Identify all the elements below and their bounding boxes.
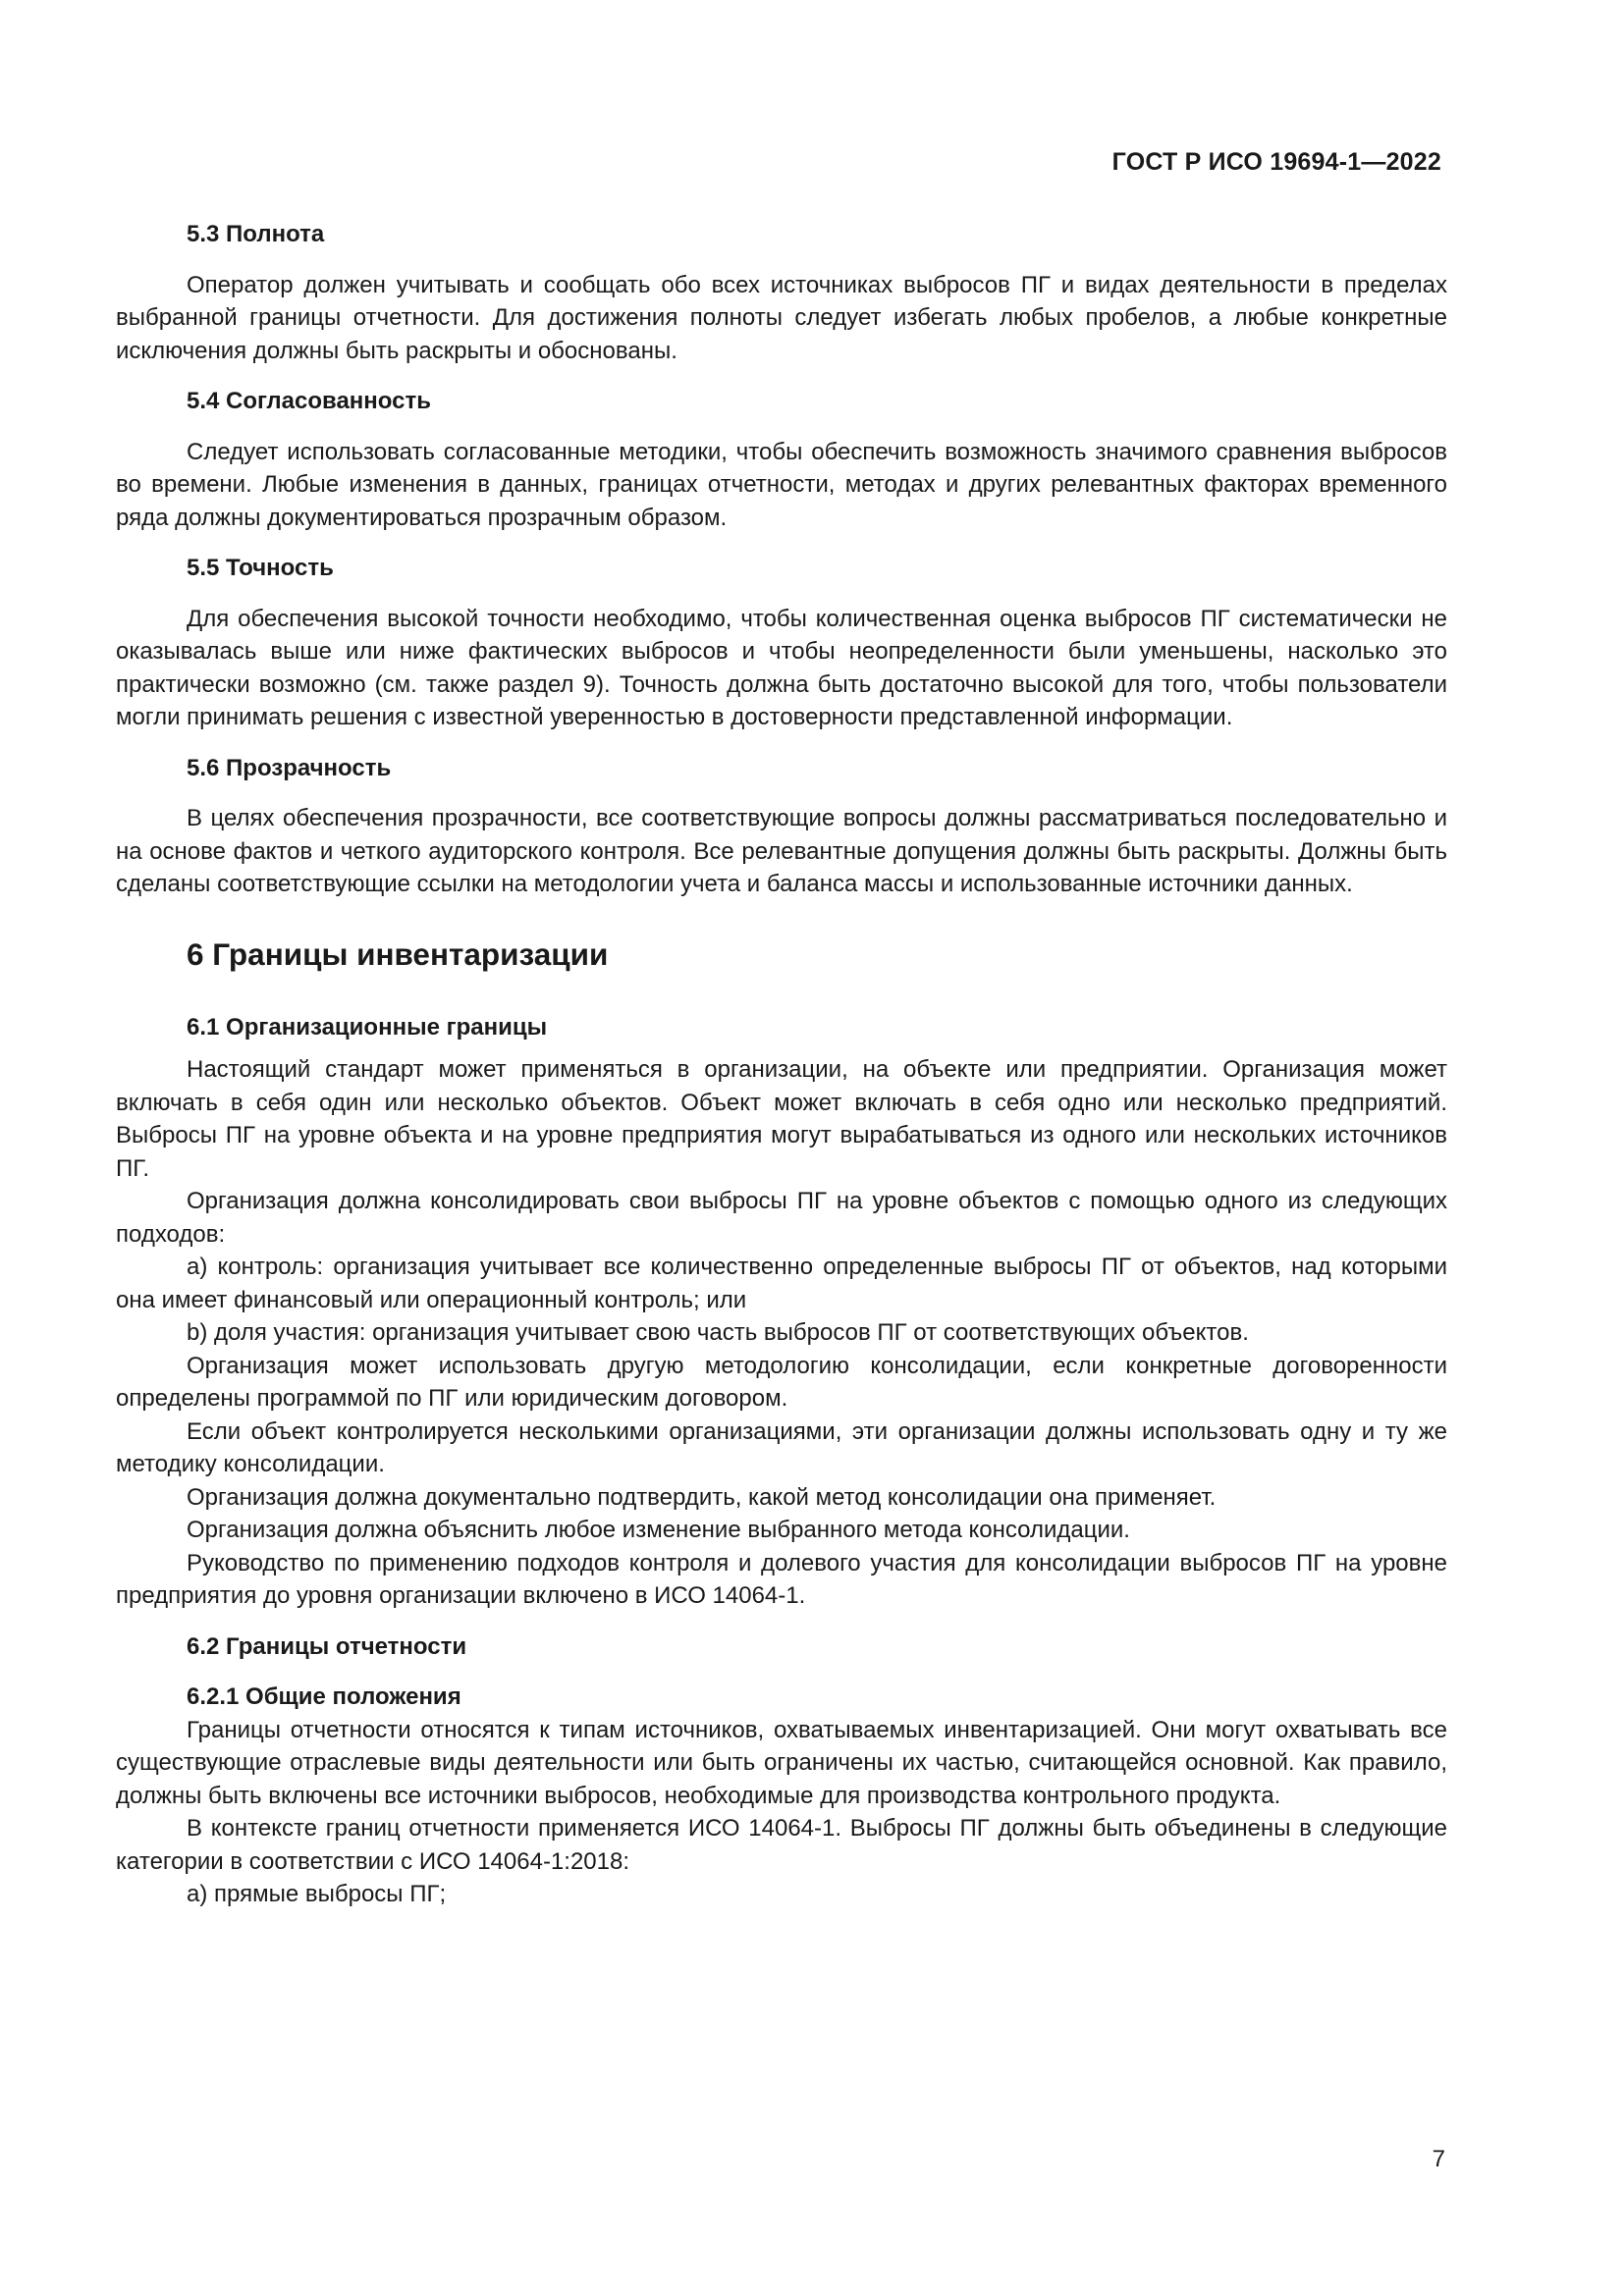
paragraph: В контексте границ отчетности применяется ИСО 14064-1. Выбросы ПГ должны быть объединены в следующие категории в соответствии с ИСО 14064-1:2018: [116,1815,1447,1875]
section-heading-5-3: 5.3 Полнота [187,221,325,247]
list-item: а) прямые выбросы ПГ; [187,1881,447,1907]
paragraph: Границы отчетности относятся к типам источников, охватываемых инвентаризацией. Они могут охватывать все существующие отраслевые виды деятельности или быть ограничены их частью, считающейся основной. Как правило, должны быть включены все источники выбросов, необходимые для производства контрольного продукта. [116,1716,1447,1809]
paragraph: В целях обеспечения прозрачности, все соответствующие вопросы должны рассматриваться последовательно и на основе фактов и четкого аудиторского контроля. Все релевантные допущения должны быть раскрыты. Должны быть сделаны соответствующие ссылки на методологии учета и баланса массы и использованные источники данных. [116,805,1447,897]
section-heading-6-1: 6.1 Организационные границы [187,1013,548,1041]
document-code-header: ГОСТ Р ИСО 19694-1—2022 [1111,148,1441,176]
list-item: а) контроль: организация учитывает все количественно определенные выбросы ПГ от объектов, над которыми она имеет финансовый или операционный контроль; или [116,1254,1447,1313]
paragraph: Для обеспечения высокой точности необходимо, чтобы количественная оценка выбросов ПГ систематически не оказывалась выше или ниже фактических выбросов и чтобы неопределенности были уменьшены, насколько это практически возможно (см. также раздел 9). Точность должна быть достаточно высокой для того, чтобы пользователи могли принимать решения с известной уверенностью в достоверности представленной информации. [116,605,1447,730]
paragraph: Настоящий стандарт может применяться в организации, на объекте или предприятии. Организация может включать в себя один или несколько объектов. Объект может включать в себя одно или несколько предприятий. Выбросы ПГ на уровне объекта и на уровне предприятия могут вырабатываться из одного или нескольких источников ПГ. [116,1056,1447,1182]
paragraph: Организация должна документально подтвердить, какой метод консолидации она применяет. [187,1483,1217,1511]
paragraph: Организация должна объяснить любое изменение выбранного метода консолидации. [187,1517,1130,1543]
chapter-heading-6: 6 Границы инвентаризации [187,935,609,972]
paragraph: Организация может использовать другую методологию консолидации, если конкретные договоренности определены программой по ПГ или юридическим договором. [116,1352,1447,1412]
paragraph: Организация должна консолидировать свои выбросы ПГ на уровне объектов с помощью одного из следующих подходов: [116,1188,1447,1248]
paragraph: Если объект контролируется несколькими организациями, эти организации должны использовать одну и ту же методику консолидации. [116,1417,1447,1477]
section-heading-6-2: 6.2 Границы отчетности [187,1632,467,1660]
section-heading-5-5: 5.5 Точность [187,555,334,581]
paragraph: Оператор должен учитывать и сообщать обо всех источниках выбросов ПГ и видах деятельности в пределах выбранной границы отчетности. Для достижения полноты следует избегать любых пробелов, а любые конкретные исключения должны быть раскрыты и обоснованы. [116,271,1447,364]
paragraph: Руководство по применению подходов контроля и долевого участия для консолидации выбросов ПГ на уровне предприятия до уровня организации включено в ИСО 14064-1. [116,1549,1447,1609]
section-heading-6-2-1: 6.2.1 Общие положения [187,1683,461,1710]
page-content [116,218,1447,1911]
list-item: b) доля участия: организация учитывает свою часть выбросов ПГ от соответствующих объектов. [187,1319,1249,1346]
section-heading-5-4: 5.4 Согласованность [187,388,431,414]
page-number: 7 [1432,2146,1445,2172]
section-heading-5-6: 5.6 Прозрачность [187,754,392,781]
paragraph: Следует использовать согласованные методики, чтобы обеспечить возможность значимого сравнения выбросов во времени. Любые изменения в данных, границах отчетности, методах и других релевантных факторах временного ряда должны документироваться прозрачным образом. [116,438,1447,531]
